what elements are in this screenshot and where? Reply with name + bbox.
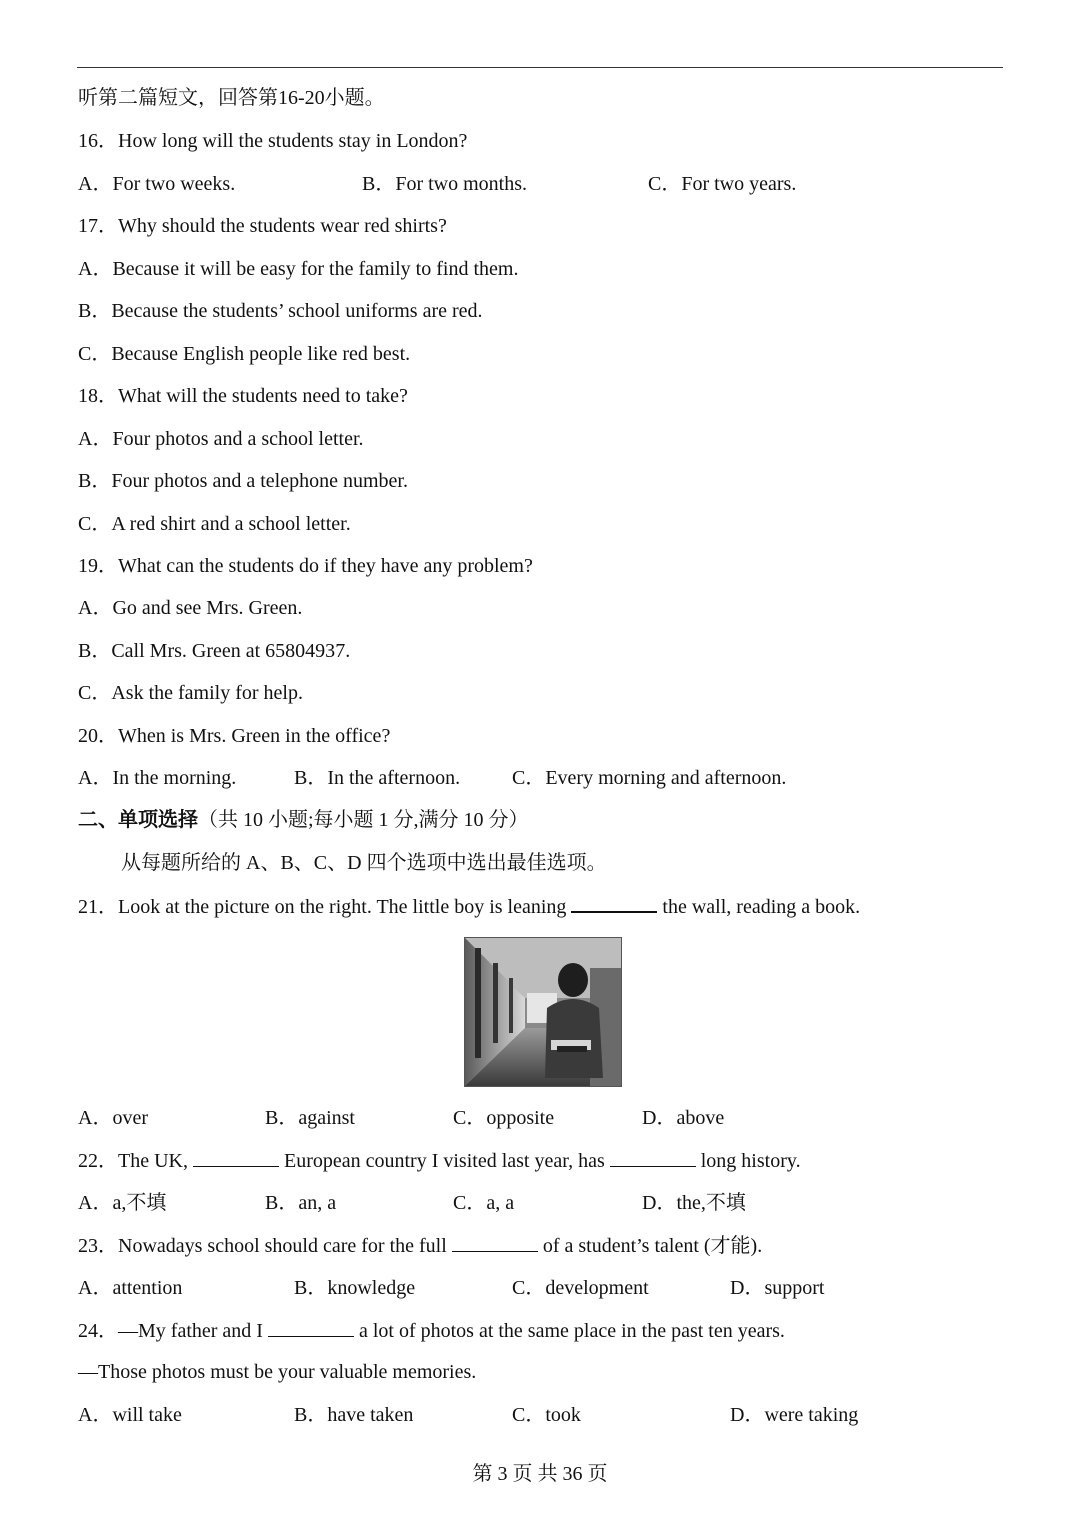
answer-blank: [571, 893, 657, 913]
option-23-c: C．development: [512, 1277, 649, 1299]
option-24-c: C．took: [512, 1404, 581, 1426]
question-text-before: The UK,: [118, 1150, 193, 1172]
question-number: 19．: [78, 555, 118, 577]
question-text-before: Nowadays school should care for the full: [118, 1235, 452, 1257]
option-21-d: D．above: [642, 1107, 725, 1129]
question-19: [78, 554, 533, 578]
option-16-b: B．For two months.: [362, 173, 528, 195]
question-text: Why should the students wear red shirts?: [118, 215, 447, 237]
option-22-d: D．the,不填: [642, 1192, 746, 1214]
question-23: [78, 1233, 762, 1258]
question-number: 22．: [78, 1150, 118, 1172]
question-text: How long will the students stay in London?: [118, 130, 468, 152]
option-22-a: A．a,不填: [78, 1192, 167, 1214]
question-text: When is Mrs. Green in the office?: [118, 725, 391, 747]
answer-blank: [268, 1318, 354, 1337]
question-24: [78, 1318, 785, 1343]
question-text-before: Look at the picture on the right. The little boy is leaning: [118, 896, 572, 918]
question-text-middle: European country I visited last year, has: [278, 1150, 610, 1172]
option-16-c: C．For two years.: [648, 173, 797, 195]
option-20-b: B．In the afternoon.: [294, 767, 461, 789]
question-text-after: a lot of photos at the same place in the past ten years.: [353, 1320, 785, 1342]
section-intro: 听第二篇短文，回答第16-20小题。: [78, 87, 385, 109]
question-number: 17．: [78, 215, 118, 237]
part2-note: （共 10 小题;每小题 1 分,满分 10 分）: [198, 809, 529, 831]
boy-reading-photo: [464, 937, 622, 1087]
question-22: [78, 1148, 801, 1173]
question-text-after: long history.: [695, 1150, 801, 1172]
question-text-after: of a student’s talent (才能).: [537, 1235, 763, 1257]
photo-illustration: [465, 938, 621, 1086]
option-19-b: B．Call Mrs. Green at 65804937.: [78, 640, 351, 662]
part2-instruction: 从每题所给的 A、B、C、D 四个选项中选出最佳选项。: [121, 852, 607, 874]
option-20-a: A．In the morning.: [78, 767, 237, 789]
option-23-d: D．support: [730, 1277, 825, 1299]
option-18-c: C．A red shirt and a school letter.: [78, 513, 351, 535]
question-number: 21．: [78, 896, 118, 918]
question-17: [78, 214, 447, 238]
option-19-c: C．Ask the family for help.: [78, 682, 303, 704]
question-18: [78, 384, 408, 408]
option-22-c: C．a, a: [453, 1192, 515, 1214]
answer-blank: [193, 1148, 279, 1167]
part2-title: 二、单项选择: [78, 809, 198, 831]
option-24-d: D．were taking: [730, 1404, 859, 1426]
question-number: 20．: [78, 725, 118, 747]
question-21: [78, 893, 860, 919]
option-20-c: C．Every morning and afternoon.: [512, 767, 787, 789]
option-17-a: A．Because it will be easy for the family to find them.: [78, 258, 519, 280]
header-rule: [77, 67, 1003, 68]
question-text: What can the students do if they have any problem?: [118, 555, 533, 577]
answer-blank: [610, 1148, 696, 1167]
option-23-a: A．attention: [78, 1277, 183, 1299]
option-24-a: A．will take: [78, 1404, 182, 1426]
page-footer: 第 3 页 共 36 页: [472, 1463, 608, 1485]
answer-blank: [452, 1233, 538, 1252]
option-18-b: B．Four photos and a telephone number.: [78, 470, 408, 492]
option-23-b: B．knowledge: [294, 1277, 416, 1299]
option-21-c: C．opposite: [453, 1107, 555, 1129]
question-number: 24．: [78, 1320, 118, 1342]
question-text: What will the students need to take?: [118, 385, 408, 407]
question-16: [78, 129, 467, 153]
question-20: [78, 724, 390, 748]
question-number: 16．: [78, 130, 118, 152]
option-21-b: B．against: [265, 1107, 355, 1129]
question-number: 23．: [78, 1235, 118, 1257]
option-24-b: B．have taken: [294, 1404, 414, 1426]
option-19-a: A．Go and see Mrs. Green.: [78, 597, 303, 619]
question-number: 18．: [78, 385, 118, 407]
option-17-b: B．Because the students’ school uniforms are red.: [78, 300, 483, 322]
question-text-after: the wall, reading a book.: [657, 896, 861, 918]
question-24-reply: —Those photos must be your valuable memories.: [78, 1361, 477, 1383]
option-17-c: C．Because English people like red best.: [78, 343, 411, 365]
question-text-before: —My father and I: [118, 1320, 268, 1342]
option-22-b: B．an, a: [265, 1192, 337, 1214]
part2-heading: [78, 808, 529, 832]
option-18-a: A．Four photos and a school letter.: [78, 428, 364, 450]
option-16-a: A．For two weeks.: [78, 173, 236, 195]
option-21-a: A．over: [78, 1107, 148, 1129]
